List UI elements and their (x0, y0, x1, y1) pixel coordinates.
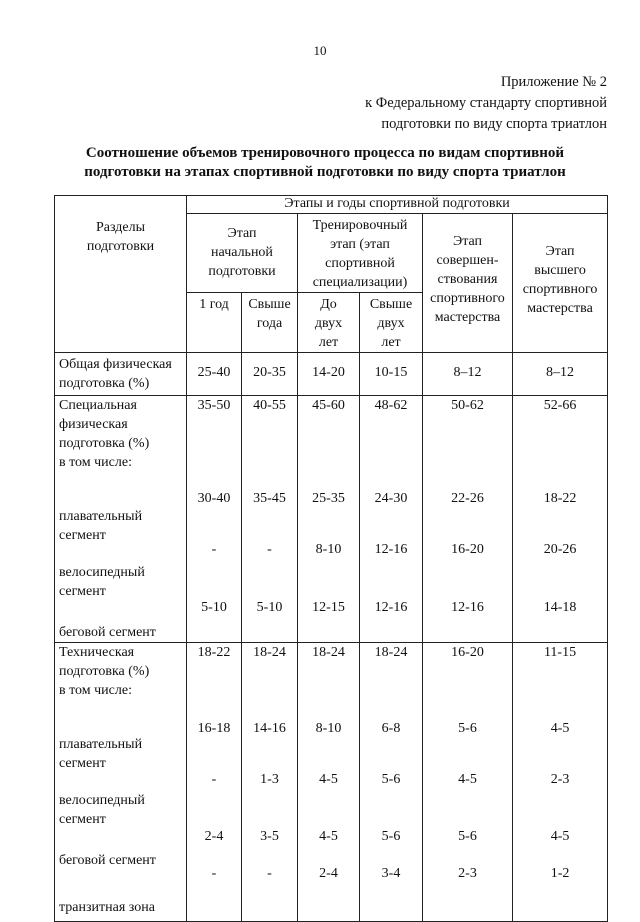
appendix-line-3: подготовки по виду спорта триатлон (381, 116, 607, 132)
table-row-technical (55, 643, 608, 922)
title-line-2: подготовки на этапах спортивной подготовки по виду спорта триатлон (84, 164, 566, 180)
appendix-line-1: Приложение № 2 (500, 74, 607, 90)
row-label: Общая физическая подготовка (%) (55, 353, 187, 396)
table-cell: 10-15 (360, 353, 423, 396)
header-stage-initial: Этап начальной подготовки (187, 214, 298, 293)
header-stage-perfection: Этап совершен- ствования спортивного мастерства (423, 214, 513, 353)
header-stages-years: Этапы и годы спортивной подготовки (187, 196, 608, 214)
training-volume-table (54, 195, 608, 922)
header-year-upto2: До двух лет (298, 293, 360, 353)
row-label: Специальная физическая подготовка (%) в том числе: плавательный сегмент велосипедный сегмент беговой сегмент (55, 396, 187, 643)
table-cell: 25-40 (187, 353, 242, 396)
table-cell: 40-55 35-45 - 5-10 (242, 396, 298, 643)
table-cell: 18-24 8-10 4-5 4-5 2-4 (298, 643, 360, 922)
document-title (45, 144, 605, 182)
table-row-special-physical (55, 396, 608, 643)
table-cell: 20-35 (242, 353, 298, 396)
table-cell: 35-50 30-40 - 5-10 (187, 396, 242, 643)
table-cell: 18-24 14-16 1-3 3-5 - (242, 643, 298, 922)
header-year-over2: Свыше двух лет (360, 293, 423, 353)
header-sections: Разделы подготовки (55, 196, 187, 353)
page-number: 10 (313, 43, 327, 58)
row-label: Техническая подготовка (%) в том числе: плавательный сегмент велосипедный сегмент беговой сегмент транзитная зона (55, 643, 187, 922)
table-cell: 52-66 18-22 20-26 14-18 (513, 396, 608, 643)
table-cell: 16-20 5-6 4-5 5-6 2-3 (423, 643, 513, 922)
header-stage-training: Тренировочный этап (этап спортивной специализации) (298, 214, 423, 293)
table-cell: 18-22 16-18 - 2-4 - (187, 643, 242, 922)
table-cell: 14-20 (298, 353, 360, 396)
table-cell: 8–12 (423, 353, 513, 396)
appendix-line-2: к Федеральному стандарту спортивной (365, 95, 607, 111)
title-line-1: Соотношение объемов тренировочного процесса по видам спортивной (85, 145, 565, 161)
table-cell: 11-15 4-5 2-3 4-5 1-2 (513, 643, 608, 922)
header-stage-highest: Этап высшего спортивного мастерства (513, 214, 608, 353)
table-cell: 18-24 6-8 5-6 5-6 3-4 (360, 643, 423, 922)
table-cell: 8–12 (513, 353, 608, 396)
table-cell: 48-62 24-30 12-16 12-16 (360, 396, 423, 643)
appendix-header (365, 72, 607, 135)
table-cell: 45-60 25-35 8-10 12-15 (298, 396, 360, 643)
header-year-over1: Свыше года (242, 293, 298, 353)
header-year-1: 1 год (187, 293, 242, 353)
table-cell: 50-62 22-26 16-20 12-16 (423, 396, 513, 643)
table-row-general-physical (55, 353, 608, 396)
